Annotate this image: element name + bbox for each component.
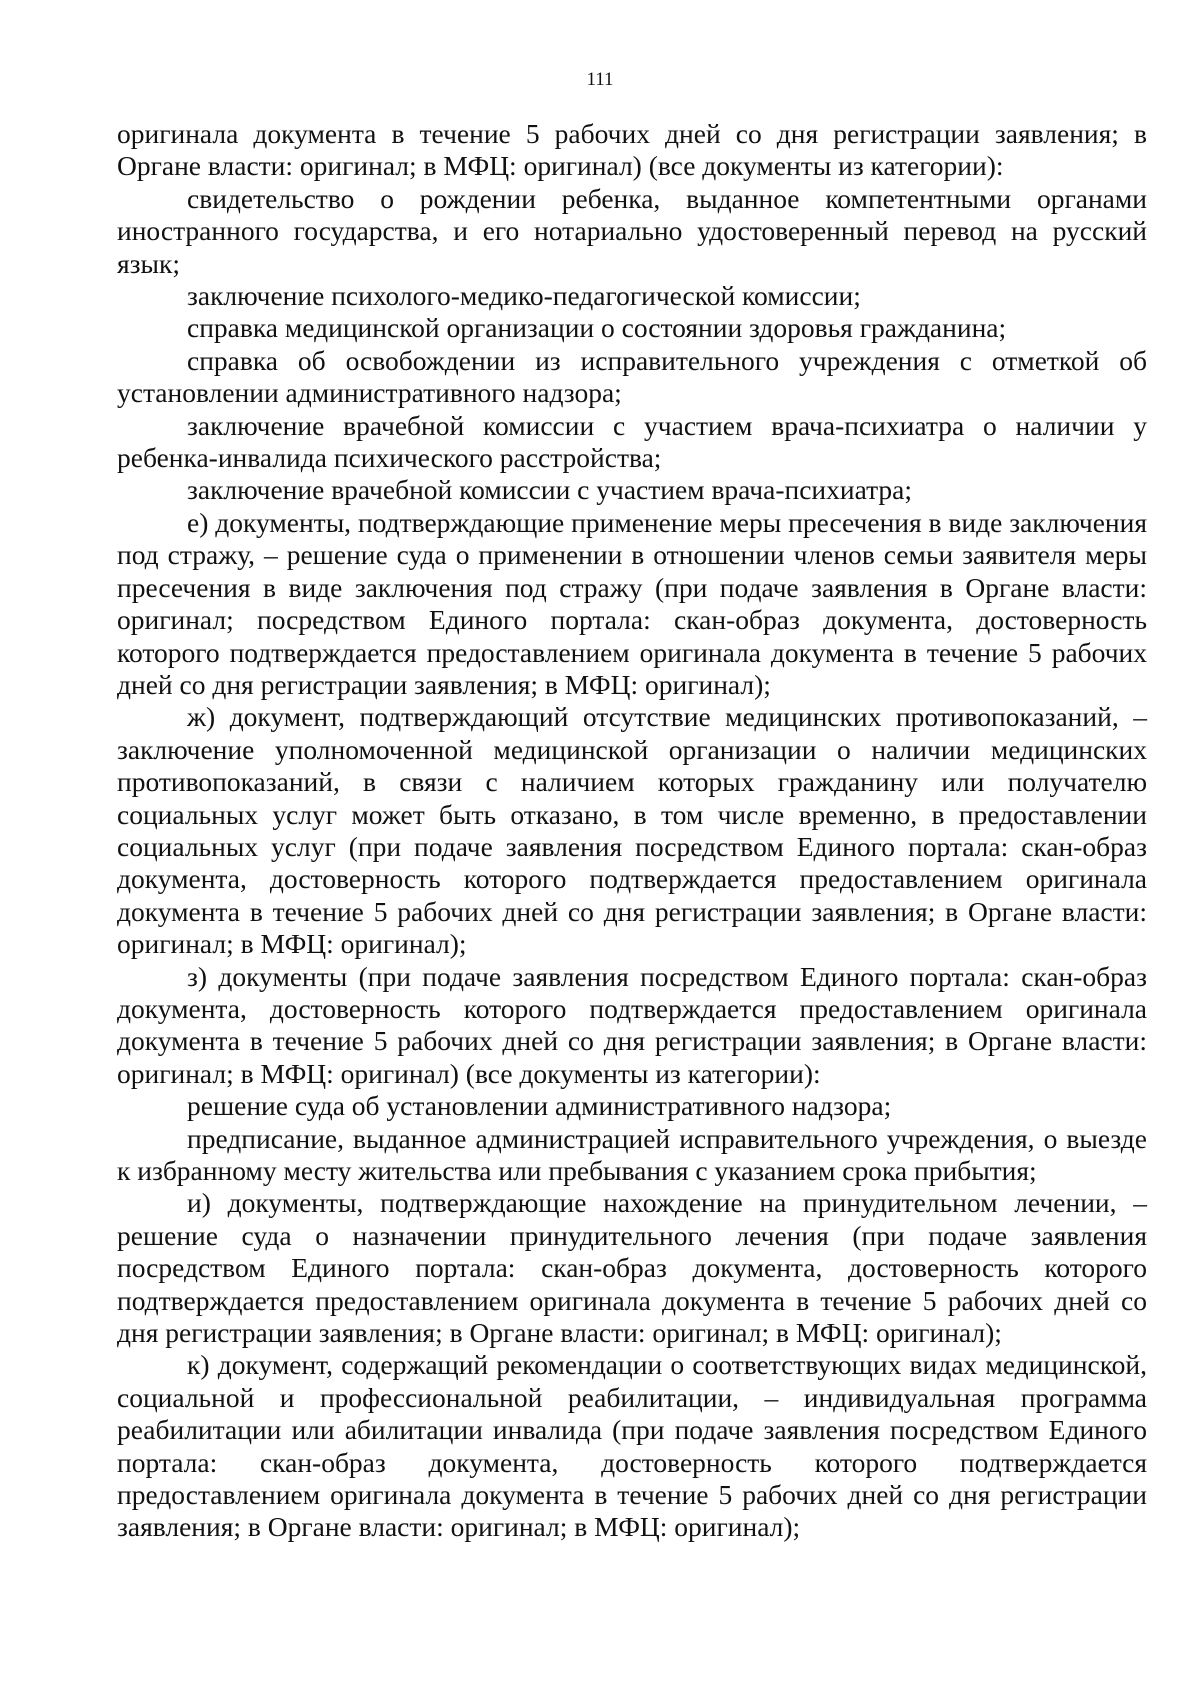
paragraph-release-certificate: справка об освобождении из исправительного учреждения с отметкой об установлении административного надзора; — [117, 344, 1147, 409]
paragraph-continuation: оригинала документа в течение 5 рабочих дней со дня регистрации заявления; в Органе власти: оригинал; в МФЦ: оригинал) (все документы из категории): — [117, 118, 1147, 182]
paragraph-health-certificate: справка медицинской организации о состоянии здоровья гражданина; — [187, 312, 1007, 344]
document-body — [117, 118, 1147, 1544]
paragraph-item-e: е) документы, подтверждающие применение меры пресечения в виде заключения под стражу, – решение суда о применении в отношении членов семьи заявителя меры пресечения в виде заключения под стражу (при подаче заявления в Органе власти: оригинал; посредством Единого портала: скан-образ документа, достоверность которого подтверждается предоставлением оригинала документа в течение 5 рабочих дней со дня регистрации заявления; в МФЦ: оригинал); — [117, 506, 1147, 700]
paragraph-psychiatric-disability: заключение врачебной комиссии с участием врача-психиатра о наличии у ребенка-инвалида психического расстройства; — [117, 409, 1147, 474]
paragraph-psychiatric-commission: заключение врачебной комиссии с участием врача-психиатра; — [187, 474, 913, 506]
paragraph-court-supervision: решение суда об установлении административного надзора; — [187, 1090, 892, 1122]
paragraph-item-z: з) документы (при подаче заявления посредством Единого портала: скан-образ документа, достоверность которого подтверждается предоставлением оригинала документа в течение 5 рабочих дней со дня регистрации заявления; в Органе власти: оригинал; в МФЦ: оригинал) (все документы из категории): — [117, 960, 1147, 1089]
paragraph-item-i: и) документы, подтверждающие нахождение на принудительном лечении, – решение суда о назначении принудительного лечения (при подаче заявления посредством Единого портала: скан-образ документа, достоверность которого подтверждается предоставлением оригинала документа в течение 5 рабочих дней со дня регистрации заявления; в Органе власти: оригинал; в МФЦ: оригинал); — [117, 1187, 1147, 1349]
paragraph-pmpk-conclusion: заключение психолого-медико-педагогической комиссии; — [187, 280, 861, 312]
paragraph-item-k: к) документ, содержащий рекомендации о соответствующих видах медицинской, социальной и профессиональной реабилитации, – индивидуальная программа реабилитации или абилитации инвалида (при подаче заявления посредством Единого портала: скан-образ документа, достоверность которого подтверждается предоставлением оригинала документа в течение 5 рабочих дней со дня регистрации заявления; в Органе власти: оригинал; в МФЦ: оригинал); — [117, 1349, 1147, 1543]
page-number: 111 — [586, 69, 614, 90]
paragraph-prescription: предписание, выданное администрацией исправительного учреждения, о выезде к избранному месту жительства или пребывания с указанием срока прибытия; — [117, 1122, 1147, 1186]
paragraph-item-zh: ж) документ, подтверждающий отсутствие медицинских противопоказаний, – заключение уполномоченной медицинской организации о наличии медицинских противопоказаний, в связи с наличием которых гражданину или получателю социальных услуг может быть отказано, в том числе временно, в предоставлении социальных услуг (при подаче заявления посредством Единого портала: скан-образ документа, достоверность которого подтверждается предоставлением оригинала документа в течение 5 рабочих дней со дня регистрации заявления; в Органе власти: оригинал; в МФЦ: оригинал); — [117, 701, 1147, 960]
paragraph-birth-certificate: свидетельство о рождении ребенка, выданное компетентными органами иностранного государства, и его нотариально удостоверенный перевод на русский язык; — [117, 182, 1147, 279]
